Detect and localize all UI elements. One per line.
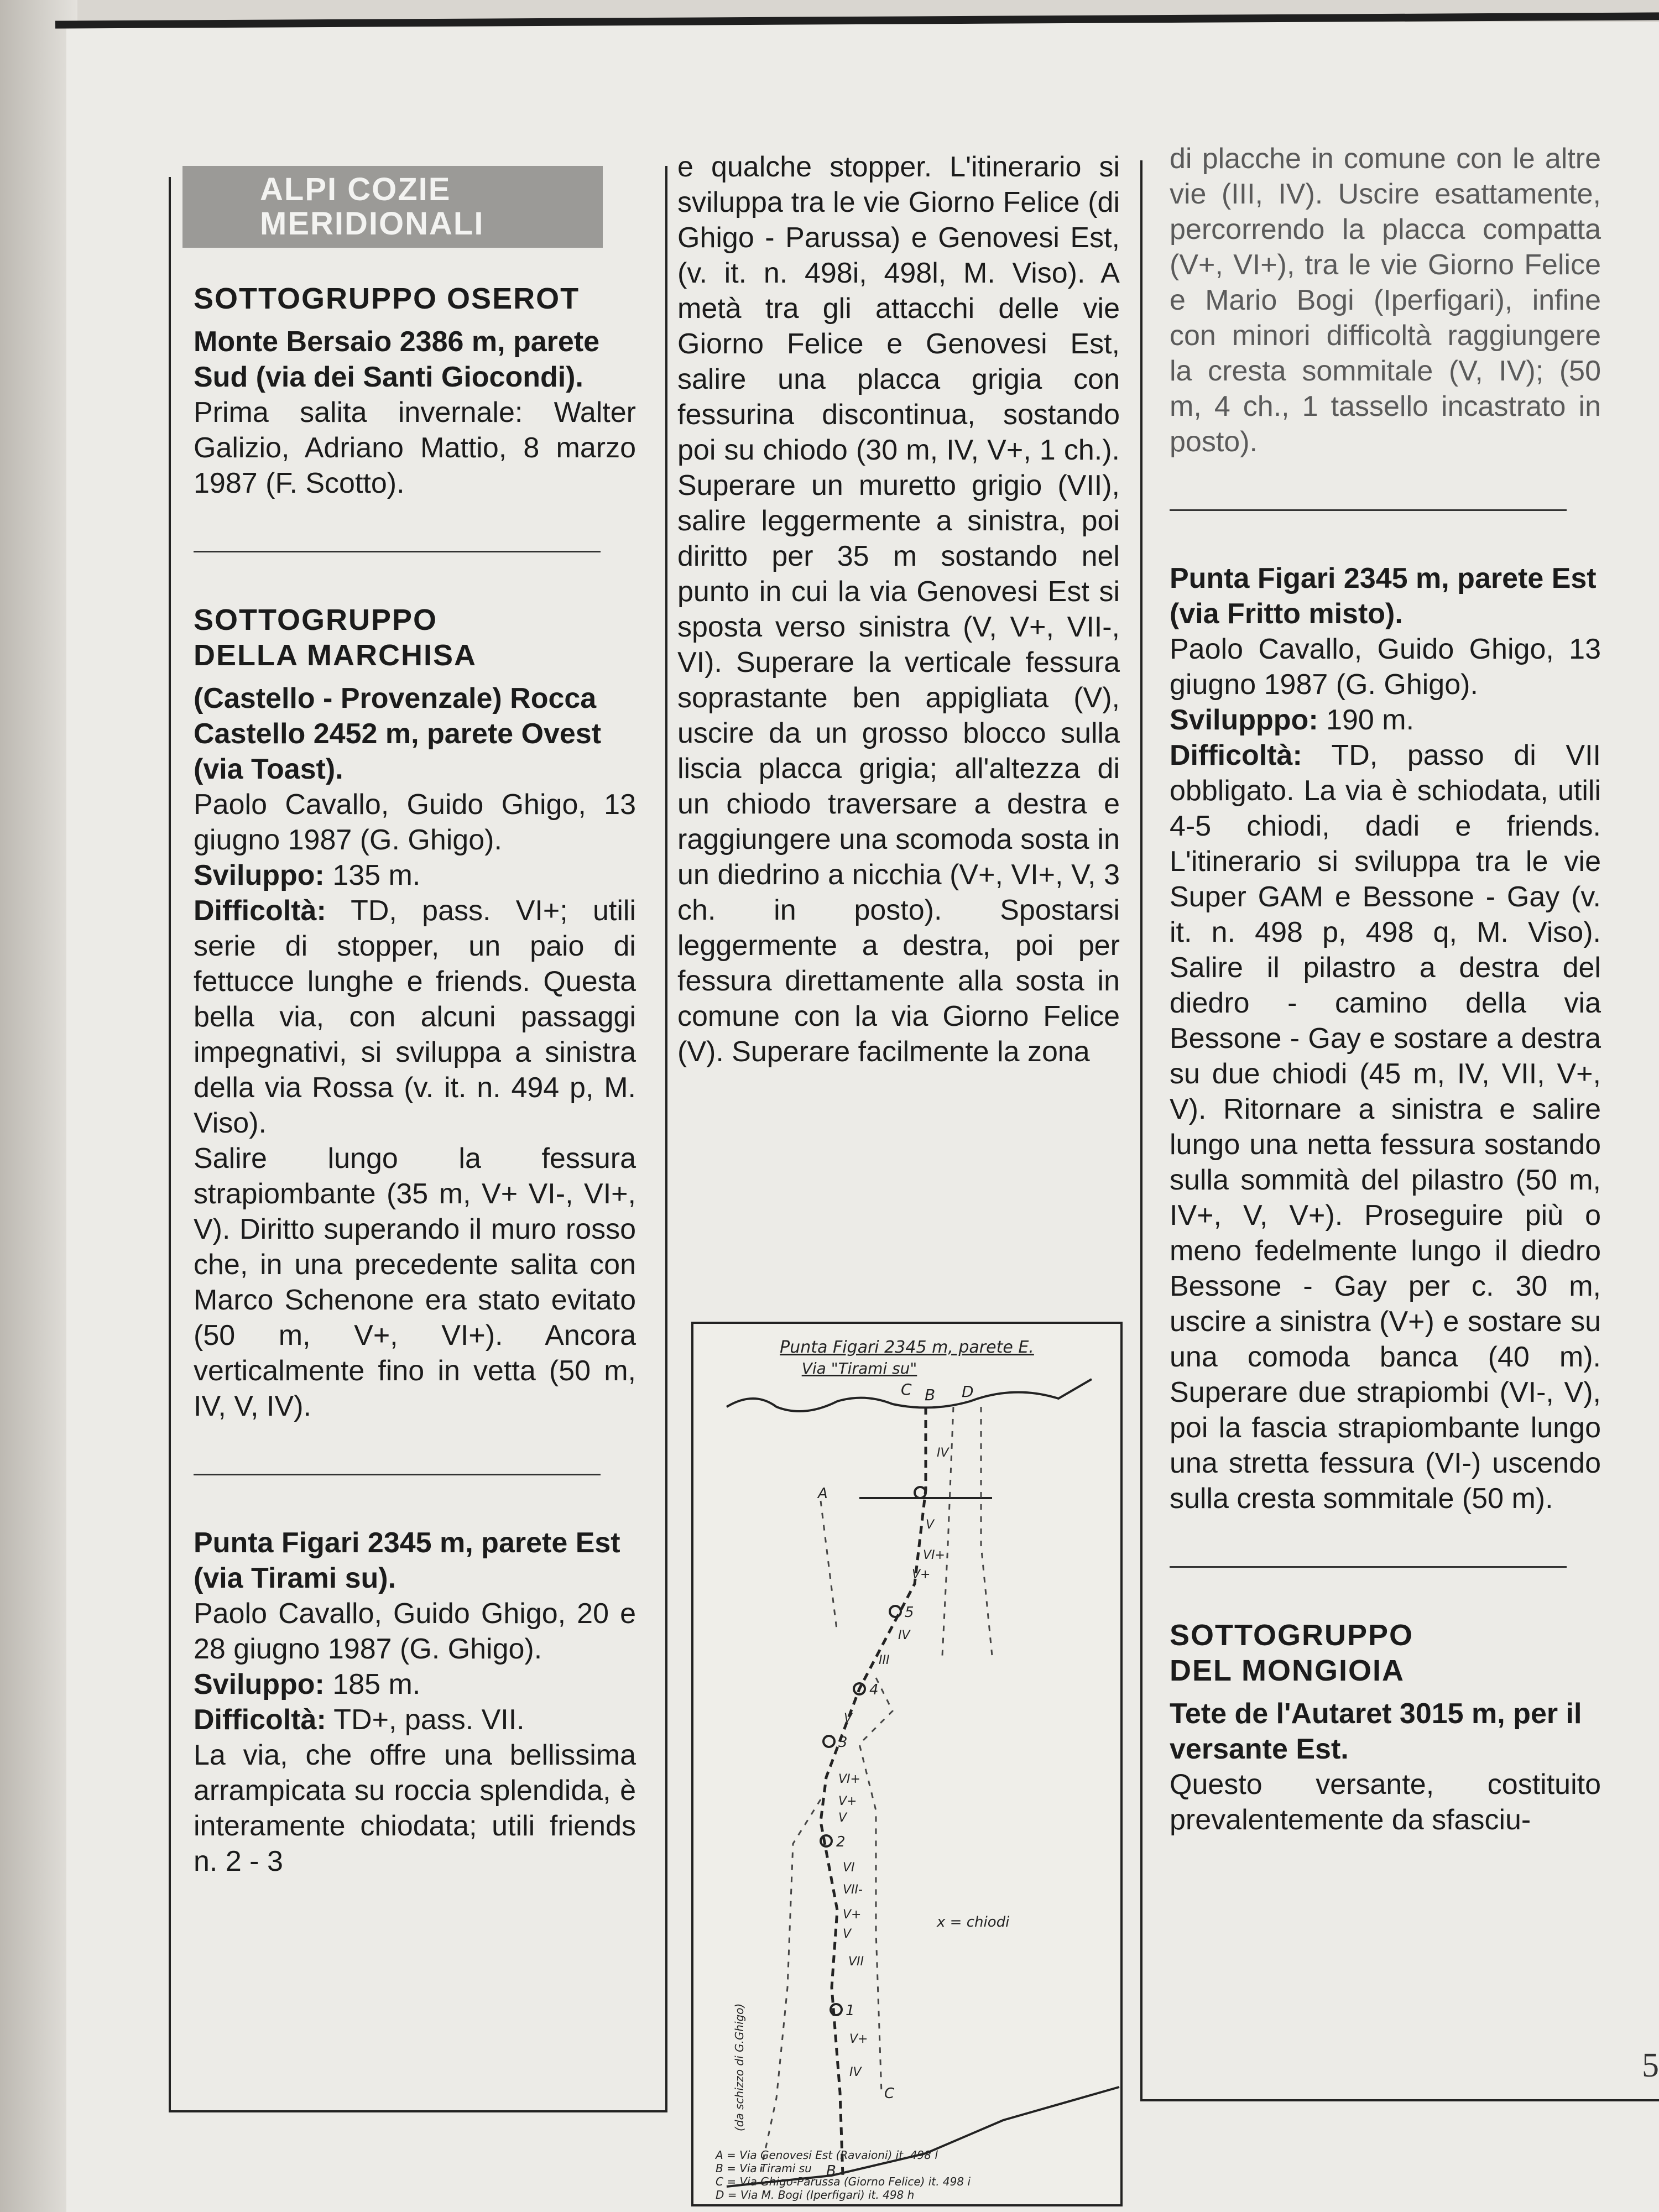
belay-marker [823,1736,834,1747]
page-gutter-shadow [0,0,77,2212]
route-description: La via, che offre una bellissima arrampicata su roccia splendida, è interamente chiodata; utili friends n. 2 - 3 [194,1739,636,1877]
grade-label: V+ [849,2032,868,2046]
belay-number: 1 [846,2002,855,2019]
route-d-line [981,1407,992,1656]
col3-left-rule [1140,160,1142,2101]
page-number: 5 [1642,2047,1659,2084]
region-line-2: MERIDIONALI [260,206,484,242]
belay-marker [890,1606,901,1617]
grade-label: V [844,1712,853,1725]
topo-svg [693,1324,1120,2204]
belay-marker [821,1835,832,1846]
route-difficolta [194,893,636,1141]
route-people: Paolo Cavallo, Guido Ghigo, 20 e 28 giugno 1987 (G. Ghigo). [194,1598,636,1665]
grade-label: V [843,1927,852,1941]
grade-label: IV [898,1629,910,1642]
difficolta-label: Difficoltà: [194,895,326,927]
top-label-c: C [901,1380,912,1399]
separator [194,551,601,552]
col1-bottom-rule [169,2110,667,2112]
route-a-line [760,1799,821,2176]
topo-legend-line: A = Via Genovesi Est (Ravaioni) it. 498 l [716,2148,938,2162]
route-people: Paolo Cavallo, Guido Ghigo, 13 giugno 1987 (G. Ghigo). [1170,633,1601,701]
group-title-line: DEL MONGIOIA [1170,1654,1405,1687]
grade-label: V+ [843,1908,862,1922]
difficolta-value: TD, pass. VI+; utili serie di stopper, un paio di fettucce lunghe e friends. Questa bella via, con alcuni passaggi impegnativi, si sviluppa a sinistra della via Rossa (v. it. n. 494 p, M. Viso). [194,895,636,1139]
bottom-label-b: B [826,2163,836,2179]
grade-label: VII [848,1955,864,1969]
route-description: Salire lungo la fessura strapiombante (35 m, V+ VI-, VI+, V). Diritto superando il muro rosso che, in una precedente salita con Marco Schenone era stato evitato (50 m, V+, VI+). Ancora verticalmente fino in vetta (50 m, IV, V, IV). [194,1142,636,1422]
route-description: Questo versante, costituito prevalentemente da sfasciu- [1170,1768,1601,1836]
separator [1170,509,1567,511]
col3-bottom-rule [1140,2099,1659,2101]
belay-number: 2 [836,1834,846,1850]
route-title-bersaio: Monte Bersaio 2386 m, parete Sud (via dei Santi Giocondi). [194,326,600,393]
left-label-a: A [818,1485,828,1502]
grade-label: III [879,1653,890,1667]
group-title-line: SOTTOGRUPPO [194,603,438,637]
grade-label: V [838,1811,847,1825]
topo-legend-line: D = Via M. Bogi (Iperfigari) it. 498 h [716,2188,915,2201]
grade-label: IV [849,2065,862,2079]
route-topo-diagram [691,1322,1123,2206]
separator [1170,1566,1567,1568]
column-3 [1170,141,1601,1838]
route-people: Paolo Cavallo, Guido Ghigo, 13 giugno 1987 (G. Ghigo). [194,789,636,856]
route-title-rocca-castello: (Castello - Provenzale) Rocca Castello 2452 m, parete Ovest (via Toast). [194,682,602,785]
sviluppo-value: 185 m. [324,1668,421,1700]
route-difficolta [1170,738,1601,1516]
group-title-line: SOTTOGRUPPO [1170,1619,1414,1652]
group-title-line: DELLA MARCHISA [194,639,477,672]
grade-label: VI+ [838,1772,860,1786]
topo-legend-line: B = Via Tirami su [716,2162,812,2175]
grade-label: V+ [912,1568,931,1582]
group-title-marchisa [194,602,636,673]
route-sviluppo [1170,702,1601,738]
route-sviluppo [194,1667,636,1702]
route-description-continued: di placche in comune con le altre vie (III, IV). Uscire esattamente, percorrendo la placca compatta (V+, VI+), tra le vie Giorno Felice e Mario Bogi (Iperfigari), infine con minori difficoltà raggiungere la cresta sommitale (V, IV); (50 m, 4 ch., 1 tassello incastrato in posto). [1170,143,1601,458]
column-1 [194,166,636,1879]
topo-credit: (da schizzo di G.Ghigo) [733,2003,746,2131]
sviluppo-label: Svilupppo: [1170,704,1318,736]
topo-title-2: Via "Tirami su" [801,1359,917,1378]
chiodi-legend: x = chiodi [937,1914,1010,1931]
route-b-line [821,1407,926,2176]
topo-legend-line: C = Via Ghigo-Parussa (Giorno Felice) it. 498 i [716,2175,971,2188]
difficolta-value: TD+, pass. VII. [326,1704,525,1736]
grade-label: V [926,1518,935,1532]
column-2 [677,149,1120,1070]
route-title-autaret: Tete de l'Autaret 3015 m, per il versante Est. [1170,1698,1582,1765]
route-text-bersaio: Prima salita invernale: Walter Galizio, Adriano Mattio, 8 marzo 1987 (F. Scotto). [194,397,636,499]
separator [194,1474,601,1475]
grade-label: IV [937,1446,949,1460]
topo-title-1: Punta Figari 2345 m, parete E. [780,1338,1034,1357]
top-label-d: D [962,1383,974,1401]
sviluppo-label: Sviluppo: [194,859,325,891]
grade-label: VI+ [923,1548,945,1562]
col1-left-rule [169,177,171,2112]
top-label-b: B [925,1386,936,1404]
region-line-1: ALPI COZIE [260,171,451,207]
difficolta-label: Difficoltà: [1170,739,1302,771]
group-title-oserot: SOTTOGRUPPO OSEROT [194,282,580,315]
route-difficolta [194,1702,636,1738]
sviluppo-value: 135 m. [324,859,421,891]
bottom-label-c: C [884,2085,895,2102]
route-a-upper-line [821,1501,837,1634]
belay-number: 4 [869,1682,879,1698]
grade-label: V+ [838,1794,857,1808]
route-title-fritto-misto: Punta Figari 2345 m, parete Est (via Fritto misto). [1170,562,1597,630]
sviluppo-value: 190 m. [1318,704,1415,736]
difficolta-value: TD, passo di VII obbligato. La via è schiodata, utili 4-5 chiodi, dadi e friends. L'itinerario si sviluppa tra le vie Super GAM e Bessone - Gay (v. it. n. 498 p, 498 q, M. Viso). Salire il pilastro a destra del diedro - camino della via Bessone - Gay e sostare a destra su due chiodi (45 m, IV, VII, V+, V). Ritornare a sinistra e salire lungo una netta fessura sostando sulla sommità del pilastro (50 m, IV+, V, V+). Proseguire più o meno fedelmente lungo il diedro Bessone - Gay per c. 30 m, uscire a sinistra (V+) e sostare su una comoda banca (40 m). Superare due strapiombi (VI-, V), poi la fascia strapiombante lungo una stretta fessura (VI-) uscendo sulla cresta sommitale (50 m). [1170,739,1601,1515]
sviluppo-label: Sviluppo: [194,1668,325,1700]
belay-number: 5 [905,1604,914,1621]
route-title-tirami-su: Punta Figari 2345 m, parete Est (via Tirami su). [194,1527,620,1594]
difficolta-label: Difficoltà: [194,1704,326,1736]
col1-right-rule [665,166,667,2112]
region-badge [182,166,603,248]
group-title-mongioia [1170,1618,1601,1688]
route-sviluppo [194,858,636,893]
route-c-line [859,1407,953,2093]
route-description-continued: e qualche stopper. L'itinerario si sviluppa tra le vie Giorno Felice (di Ghigo - Parussa) e Genovesi Est, (v. it. n. 498i, 498l, M. Viso). A metà tra gli attacchi delle vie Giorno Felice e Genovesi Est, salire una placca grigia con fessurina discontinua, sostando poi su chiodo (30 m, IV, V+, 1 ch.). Superare un muretto grigio (VII), salire leggermente a sinistra, poi diritto per 35 m sostando nel punto in cui la via Genovesi Est si sposta verso sinistra (V, V+, VII-, VI). Superare la verticale fessura soprastante ben appigliata (V), uscire da un grosso blocco sulla liscia placca grigia; all'altezza di un chiodo traversare a destra e raggiungere una scomoda sosta in un diedrino a nicchia (V+, VI+, V, 3 ch. in posto). Spostarsi leggermente a destra, poi per fessura direttamente alla sosta in comune con la via Giorno Felice (V). Superare facilmente la zona [677,151,1120,1068]
grade-label: VII- [843,1883,863,1897]
belay-number: 3 [838,1734,848,1751]
grade-label: VI [843,1861,855,1875]
